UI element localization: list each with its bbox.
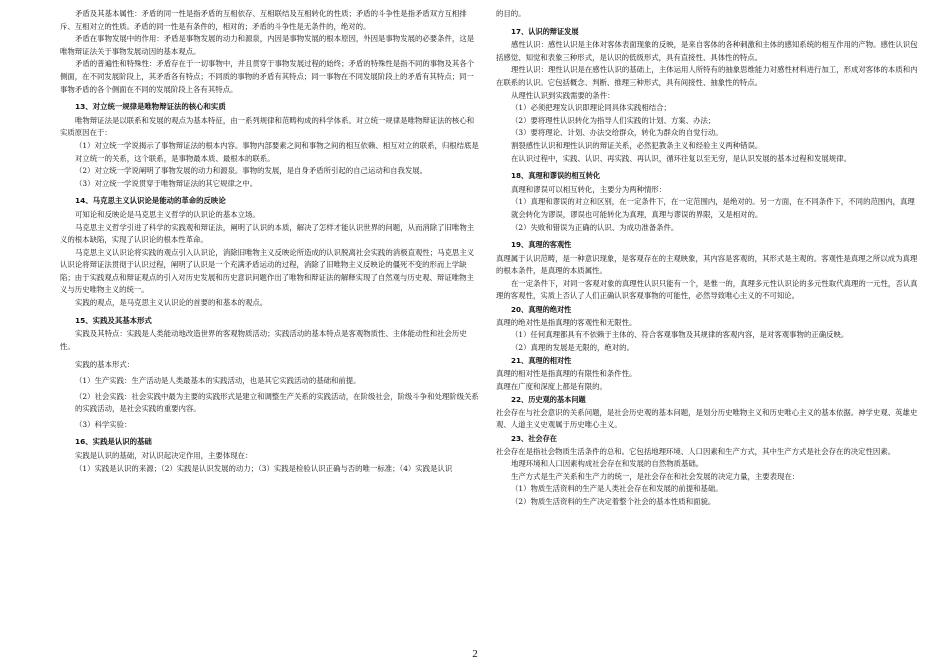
section-heading: 19、真理的客观性 (511, 240, 572, 250)
paragraph: 社会存在是指社会物质生活条件的总和。它包括地理环境、人口因素和生产方式，其中生产方式是社会存在的决定性因素。 (496, 446, 896, 456)
paragraph: 真理属于认识范畴，是一种意识现象，是客观存在的主观映象，其内容是客观的，其形式是主观的。客观性是真理之所以成为真理的根本条件，是真理的本质属性。 (496, 253, 918, 276)
section-heading: 15、实践及其基本形式 (75, 315, 152, 325)
section-heading: 17、认识的辩证发展 (511, 26, 579, 36)
section-heading: 21、真理的相对性 (511, 356, 572, 366)
list-item: （1）对立统一学说揭示了事物辩证法的根本内容。事物内部要素之间和事物之间的相互依赖、相互对立的联系，归根结底是对立统一的关系，这个联系，是事物最本质、最根本的联系。 (75, 140, 479, 163)
list-item: （1）实践是认识的来源；（2）实践是认识发展的动力；（3）实践是检验认识正确与否的唯一标准；（4）实践是认识 (75, 463, 453, 473)
list-item: （2）真理的发展是无限的，绝对的。 (511, 342, 634, 352)
list-item: （3）要将理论、计划、办法交给群众，转化为群众的自觉行动。 (511, 128, 723, 138)
list-item: （2）要将理性认识转化为指导人们实践的计划、方案、办法； (511, 115, 716, 125)
page-number: 2 (472, 648, 478, 660)
paragraph: 生产方式是生产关系和生产力的统一，是社会存在和社会发展的决定力量，主要表现在： (511, 471, 800, 481)
right-column (496, 8, 920, 509)
paragraph: 割裂感性认识和理性认识的辩证关系，必然犯教条主义和经验主义两种错误。 (511, 140, 763, 150)
list-item: （1）物质生活资料的生产是人类社会存在和发展的前提和基础。 (511, 484, 723, 494)
section-heading: 14、马克思主义认识论是能动的革命的反映论 (75, 196, 226, 206)
paragraph: 在一定条件下，对同一客观对象的真理性认识只能有一个，是惟一的，真理多元性认识论的多元性取代真理的一元性，否认真理的客观性，实质上否认了人们正确认识客观事物的可能性，必然导致唯心主义的不可知论。 (496, 278, 918, 301)
paragraph: 可知论和反映论是马克思主义哲学的认识论的基本立场。 (75, 209, 260, 219)
paragraph: 真理的相对性是指真理的有限性和条件性。 (496, 369, 637, 379)
list-item: （1）真理和谬误的对立和区别，在一定条件下，在一定范围内，是绝对的。另一方面，在不同条件下，不同的范围内，真理就会转化为谬误，谬误也可能转化为真理，真理与谬误的界限，又是相对的。 (511, 197, 915, 219)
paragraph: 真理在广度和深度上都是有限的。 (496, 381, 607, 391)
list-item: （2）失败和错误为正确的认识、为成功准备条件。 (511, 222, 679, 232)
section-heading: 18、真理和谬误的相互转化 (511, 171, 601, 181)
paragraph: 真理和谬误可以相互转化，主要分为两种情形： (511, 184, 667, 194)
paragraph: 感性认识：感性认识是主体对客体表面现象的反映，是来自客体的各种刺激和主体的感知系统的相互作用的产物。感性认识包括感觉、知觉和表象三种形式，是认识的低级形式，具有直接性、具体性的特点。 (496, 40, 918, 62)
section-heading: 20、真理的绝对性 (511, 305, 572, 315)
list-item: （3）科学实验： (75, 419, 132, 429)
list-item: （1）生产实践：生产活动是人类最基本的实践活动，也是其它实践活动的基础和前提。 (75, 376, 361, 386)
paragraph: 地理环境和人口因素构成社会存在和发展的自然物质基础。 (511, 459, 704, 469)
paragraph: 真理的绝对性是指真理的客观性和无限性。 (496, 317, 637, 327)
list-item: （2）对立统一学说阐明了事物发展的动力和源泉。事物的发展，是自身矛盾所引起的自己运动和自我发展。 (75, 166, 428, 176)
paragraph: 在认识过程中，实践、认识、再实践、再认识，循环往复以至无穷，是认识发展的基本过程和发展规律。 (511, 153, 851, 163)
paragraph: 实践及其特点：实践是人类能动地改造世界的客观物质活动；实践活动的基本特点是客观物质性、主体能动性和社会历史性。 (60, 329, 467, 351)
list-item: （1）必须把理发认识即理论同具体实践相结合； (511, 103, 671, 113)
paragraph: 从理性认识到实践需要的条件： (511, 90, 615, 100)
paragraph: 理性认识：理性认识是在感性认识的基础上，主体运用人所特有的抽象思维能力对感性材料进行加工，形成对客体的本质和内在联系的认识。它包括概念、判断、推理三种形式，具有间接性、抽象性的特点。 (496, 65, 918, 87)
paragraph: 唯物辩证法是以联系和发展的观点为基本特征，由一系列规律和范畴构成的科学体系。对立统一规律是唯物辩证法的核心和实质原因在于： (60, 115, 475, 138)
list-item: （1）任何真理都具有不依赖于主体的、符合客观事物及其规律的客观内容，是对客观事物的正确反映。 (511, 330, 849, 340)
paragraph: 矛盾及其基本属性：矛盾的同一性是指矛盾的互相依存、互相联结及互相转化的性质；矛盾的斗争性是指矛盾双方互相排斥、互相对立的性质。矛盾的同一性是有条件的，相对的；矛盾的斗争性是无条件的，绝对的。 (60, 9, 467, 31)
paragraph: 矛盾的普遍性和特殊性：矛盾存在于一切事物中，并且贯穿于事物发展过程的始终；矛盾的特殊性是指不同的事物及其各个侧面，在不同发展阶段上，其矛盾各有特点；不同质的事物的矛盾有其特点；同一事物在不同发展阶段上的矛盾有其特点；同一事物矛盾的各个侧面在不同的发展阶段上各有其特点。 (60, 59, 475, 94)
paragraph: 马克思主义认识论将实践的观点引入认识论，消除旧唯物主义反映论所造成的认识脱离社会实践的消极直观性；马克思主义认识论将辩证法贯彻于认识过程，阐明了认识是一个充满矛盾运动的过程，消除了旧唯物主义反映论的僵死不变的形而上学缺陷；由于实践观点和辩证观点的引入对历史发展和历史意识问题作出了唯物和辩证法的解释实现了自然观与历史观、辩证唯物主义与历史唯物主义的统一。 (60, 247, 475, 295)
list-item: （3）对立统一学说贯穿于唯物辩证法的其它规律之中。 (75, 178, 258, 188)
section-heading: 16、实践是认识的基础 (75, 437, 152, 447)
paragraph: 实践的观点，是马克思主义认识论的首要的和基本的观点。 (75, 298, 268, 308)
paragraph: 矛盾在事物发展中的作用：矛盾是事物发展的动力和源泉，内因是事物发展的根本原因，外因是事物发展的必要条件，这是唯物辩证法关于事物发展动因的基本观点。 (60, 34, 475, 56)
paragraph: 实践是认识的基础，对认识起决定作用，主要体现在： (75, 451, 253, 460)
section-heading: 13、对立统一规律是唯物辩证法的核心和实质 (75, 102, 226, 112)
list-item: （2）物质生活资料的生产决定着整个社会的基本性质和面貌。 (511, 496, 716, 506)
section-heading: 22、历史观的基本问题 (511, 395, 586, 405)
left-column (60, 8, 480, 475)
paragraph: 马克思主义哲学引进了科学的实践观和辩证法，阐明了认识的本质，解决了怎样才能认识世界的问题，从而消除了旧唯物主义的根本缺陷，实现了认识论的根本性革命。 (60, 222, 475, 245)
paragraph: 实践的基本形式： (75, 360, 135, 370)
paragraph: 社会存在与社会意识的关系问题，是社会历史观的基本问题，是划分历史唯物主义和历史唯心主义的基本依据。神学史观、英雄史观、人道主义史观属于历史唯心主义。 (496, 407, 918, 430)
paragraph: 的目的。 (496, 9, 526, 18)
section-heading: 23、社会存在 (511, 434, 557, 443)
list-item: （2）社会实践：社会实践中最为主要的实践形式是建立和调整生产关系的实践活动，在阶级社会，阶级斗争和处理阶级关系的实践活动，是社会实践的重要内容。 (75, 391, 479, 414)
